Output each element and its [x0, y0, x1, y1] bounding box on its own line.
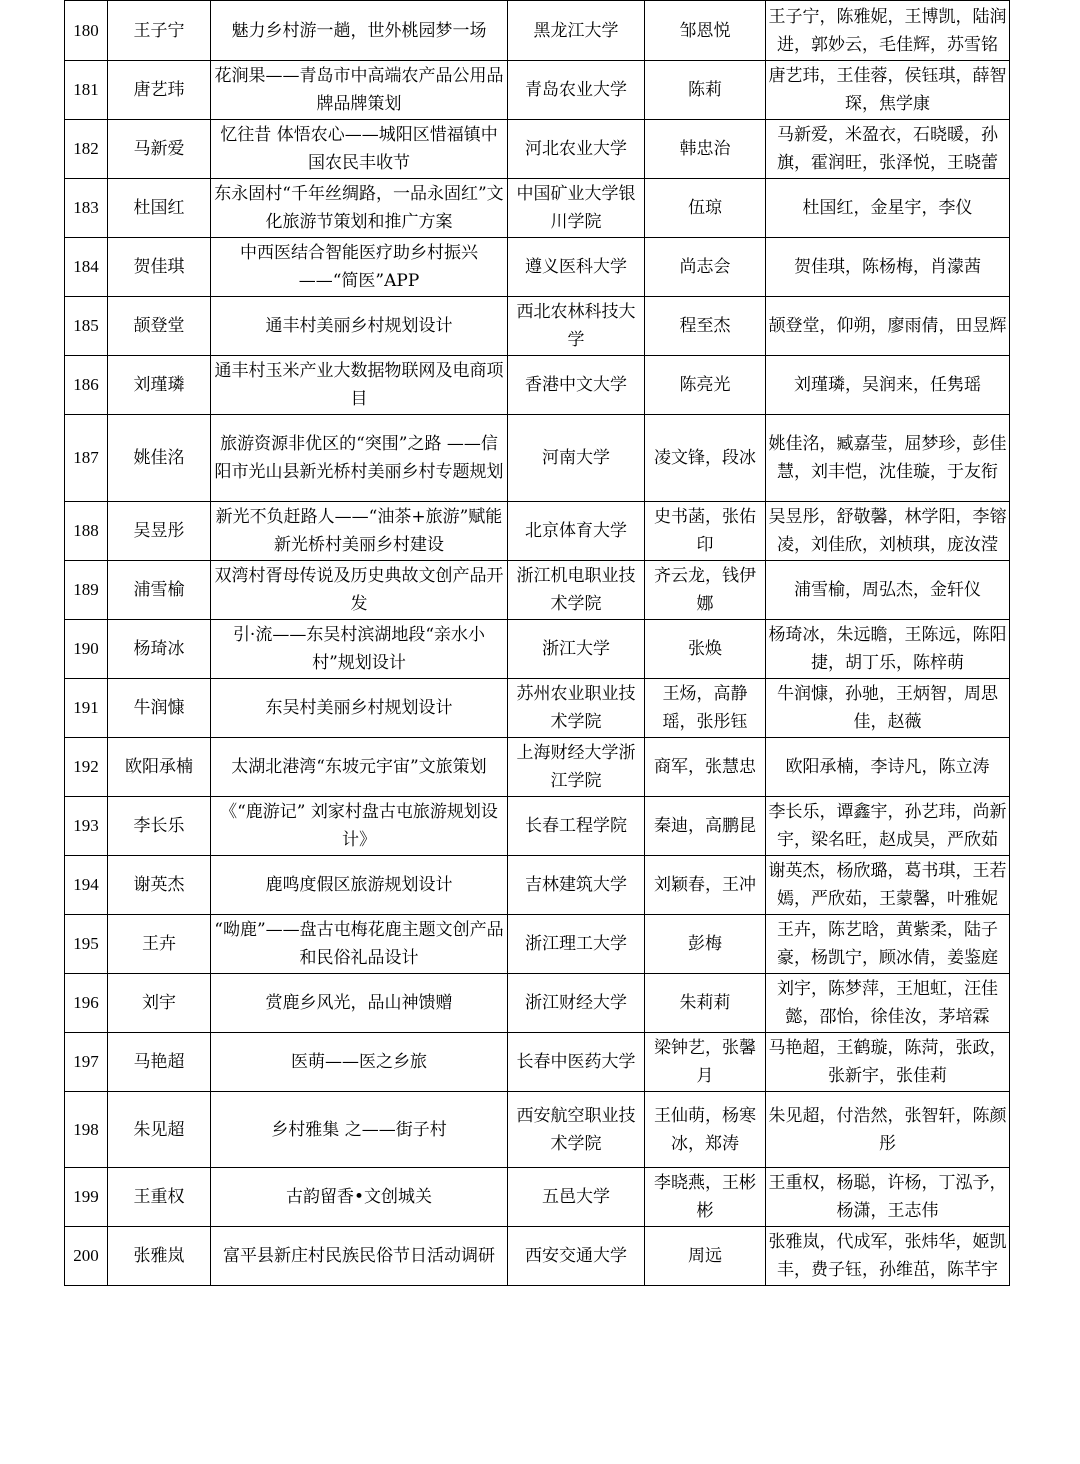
- school-name: 苏州农业职业技术学院: [508, 679, 645, 738]
- table-row: [65, 679, 1010, 738]
- team-leader: 牛润慷: [108, 679, 211, 738]
- project-title: 古韵留香•文创城关: [211, 1168, 508, 1227]
- project-title: 太湖北港湾“东坡元宇宙”文旅策划: [211, 738, 508, 797]
- row-number: 200: [65, 1227, 108, 1286]
- school-name: 西安交通大学: [508, 1227, 645, 1286]
- project-title: 旅游资源非优区的“突围”之路 ——信阳市光山县新光桥村美丽乡村专题规划: [211, 415, 508, 502]
- school-name: 河南大学: [508, 415, 645, 502]
- team-members: 贺佳琪，陈杨梅，肖濛茜: [766, 238, 1010, 297]
- team-leader: 唐艺玮: [108, 61, 211, 120]
- team-members: 朱见超，付浩然，张智轩，陈颜彤: [766, 1092, 1010, 1168]
- team-leader: 贺佳琪: [108, 238, 211, 297]
- advisor-names: 邹恩悦: [645, 1, 766, 61]
- table-row: [65, 974, 1010, 1033]
- advisor-names: 商军，张慧忠: [645, 738, 766, 797]
- table-row: [65, 1168, 1010, 1227]
- advisor-names: 史书菡，张佑印: [645, 502, 766, 561]
- school-name: 浙江机电职业技术学院: [508, 561, 645, 620]
- school-name: 黑龙江大学: [508, 1, 645, 61]
- team-members: 王卉，陈艺晗，黄紫柔，陆子豪，杨凯宁，顾冰倩，姜鉴庭: [766, 915, 1010, 974]
- team-members: 唐艺玮，王佳蓉，侯钰琪，薛智琛，焦学康: [766, 61, 1010, 120]
- advisor-names: 凌文锋，段冰: [645, 415, 766, 502]
- project-title: 富平县新庄村民族民俗节日活动调研: [211, 1227, 508, 1286]
- advisor-names: 伍琼: [645, 179, 766, 238]
- school-name: 青岛农业大学: [508, 61, 645, 120]
- advisor-names: 韩忠治: [645, 120, 766, 179]
- row-number: 181: [65, 61, 108, 120]
- school-name: 香港中文大学: [508, 356, 645, 415]
- table-row: [65, 561, 1010, 620]
- roster-body: [65, 1, 1010, 1286]
- team-members: 刘瑾璘，吴润来，任隽瑶: [766, 356, 1010, 415]
- team-members: 李长乐，谭鑫宇，孙艺玮，尚新宇，梁名旺，赵成昊，严欣茹: [766, 797, 1010, 856]
- team-leader: 王卉: [108, 915, 211, 974]
- team-members: 谢英杰，杨欣璐，葛书琪，王若嫣，严欣茹，王蒙馨，叶雅妮: [766, 856, 1010, 915]
- school-name: 吉林建筑大学: [508, 856, 645, 915]
- school-name: 北京体育大学: [508, 502, 645, 561]
- advisor-names: 齐云龙，钱伊娜: [645, 561, 766, 620]
- row-number: 195: [65, 915, 108, 974]
- project-title: 医萌——医之乡旅: [211, 1033, 508, 1092]
- school-name: 长春工程学院: [508, 797, 645, 856]
- team-leader: 谢英杰: [108, 856, 211, 915]
- project-title: 乡村雅集 之——街子村: [211, 1092, 508, 1168]
- team-leader: 刘瑾璘: [108, 356, 211, 415]
- row-number: 189: [65, 561, 108, 620]
- table-row: [65, 61, 1010, 120]
- row-number: 194: [65, 856, 108, 915]
- advisor-names: 陈莉: [645, 61, 766, 120]
- school-name: 河北农业大学: [508, 120, 645, 179]
- team-members: 吴昱彤，舒敬馨，林学阳，李镕凌，刘佳欣，刘桢琪，庞汝滢: [766, 502, 1010, 561]
- team-members: 浦雪榆，周弘杰，金轩仪: [766, 561, 1010, 620]
- row-number: 180: [65, 1, 108, 61]
- school-name: 中国矿业大学银川学院: [508, 179, 645, 238]
- team-members: 牛润慷，孙驰，王炳智，周思佳，赵薇: [766, 679, 1010, 738]
- row-number: 198: [65, 1092, 108, 1168]
- table-row: [65, 797, 1010, 856]
- project-title: 中西医结合智能医疗助乡村振兴——“简医”APP: [211, 238, 508, 297]
- team-leader: 李长乐: [108, 797, 211, 856]
- school-name: 五邑大学: [508, 1168, 645, 1227]
- school-name: 浙江大学: [508, 620, 645, 679]
- table-row: [65, 179, 1010, 238]
- team-members: 王重权，杨聪，许杨，丁泓予，杨潇，王志伟: [766, 1168, 1010, 1227]
- table-row: [65, 502, 1010, 561]
- advisor-names: 王仙萌，杨寒冰，郑涛: [645, 1092, 766, 1168]
- row-number: 193: [65, 797, 108, 856]
- row-number: 186: [65, 356, 108, 415]
- school-name: 上海财经大学浙江学院: [508, 738, 645, 797]
- advisor-names: 朱莉莉: [645, 974, 766, 1033]
- row-number: 183: [65, 179, 108, 238]
- team-leader: 马新爱: [108, 120, 211, 179]
- advisor-names: 梁钟艺，张馨月: [645, 1033, 766, 1092]
- team-members: 杨琦冰，朱远瞻，王陈远，陈阳捷，胡丁乐，陈梓萌: [766, 620, 1010, 679]
- team-leader: 刘宇: [108, 974, 211, 1033]
- table-row: [65, 297, 1010, 356]
- project-title: 通丰村美丽乡村规划设计: [211, 297, 508, 356]
- advisor-names: 程至杰: [645, 297, 766, 356]
- table-row: [65, 238, 1010, 297]
- team-members: 马艳超，王鹤璇，陈菏，张政，张新宇，张佳莉: [766, 1033, 1010, 1092]
- project-title: 引·流——东吴村滨湖地段“亲水小村”规划设计: [211, 620, 508, 679]
- team-members: 颉登堂，仰朔，廖雨倩，田昱辉: [766, 297, 1010, 356]
- team-leader: 王子宁: [108, 1, 211, 61]
- project-title: “呦鹿”——盘古屯梅花鹿主题文创产品和民俗礼品设计: [211, 915, 508, 974]
- advisor-names: 尚志会: [645, 238, 766, 297]
- team-leader: 马艳超: [108, 1033, 211, 1092]
- roster-table: [64, 0, 1010, 1286]
- project-title: 通丰村玉米产业大数据物联网及电商项目: [211, 356, 508, 415]
- table-row: [65, 738, 1010, 797]
- table-row: [65, 620, 1010, 679]
- table-row: [65, 1033, 1010, 1092]
- table-row: [65, 356, 1010, 415]
- row-number: 182: [65, 120, 108, 179]
- advisor-names: 秦迪，高鹏昆: [645, 797, 766, 856]
- team-leader: 杜国红: [108, 179, 211, 238]
- table-row: [65, 915, 1010, 974]
- row-number: 196: [65, 974, 108, 1033]
- team-leader: 杨琦冰: [108, 620, 211, 679]
- row-number: 190: [65, 620, 108, 679]
- project-title: 双湾村胥母传说及历史典故文创产品开发: [211, 561, 508, 620]
- row-number: 188: [65, 502, 108, 561]
- row-number: 199: [65, 1168, 108, 1227]
- team-leader: 朱见超: [108, 1092, 211, 1168]
- row-number: 187: [65, 415, 108, 502]
- advisor-names: 王炀，高静瑶，张彤钰: [645, 679, 766, 738]
- project-title: 《“鹿游记” 刘家村盘古屯旅游规划设计》: [211, 797, 508, 856]
- row-number: 192: [65, 738, 108, 797]
- table-row: [65, 856, 1010, 915]
- row-number: 185: [65, 297, 108, 356]
- project-title: 东吴村美丽乡村规划设计: [211, 679, 508, 738]
- team-leader: 浦雪榆: [108, 561, 211, 620]
- table-row: [65, 1092, 1010, 1168]
- team-leader: 欧阳承楠: [108, 738, 211, 797]
- table-row: [65, 120, 1010, 179]
- project-title: 赏鹿乡风光，品山神馈赠: [211, 974, 508, 1033]
- team-leader: 吴昱彤: [108, 502, 211, 561]
- advisor-names: 周远: [645, 1227, 766, 1286]
- team-members: 刘宇，陈梦萍，王旭虹，汪佳懿，邵怡，徐佳汝，茅培霖: [766, 974, 1010, 1033]
- team-members: 马新爱，米盈衣，石晓暖，孙旗，霍润旺，张泽悦，王晓蕾: [766, 120, 1010, 179]
- team-members: 杜国红，金星宇，李仪: [766, 179, 1010, 238]
- table-row: [65, 415, 1010, 502]
- table-row: [65, 1227, 1010, 1286]
- team-members: 姚佳洺，臧嘉莹，屈梦珍，彭佳慧，刘丰恺，沈佳璇，于友衔: [766, 415, 1010, 502]
- school-name: 长春中医药大学: [508, 1033, 645, 1092]
- advisor-names: 张焕: [645, 620, 766, 679]
- team-leader: 颉登堂: [108, 297, 211, 356]
- team-members: 王子宁，陈雅妮，王博凯，陆润进，郭妙云，毛佳辉，苏雪铭: [766, 1, 1010, 61]
- row-number: 197: [65, 1033, 108, 1092]
- team-members: 张雅岚，代成军，张炜华，姬凯丰，费子钰，孙维茁，陈芊宇: [766, 1227, 1010, 1286]
- team-leader: 姚佳洺: [108, 415, 211, 502]
- advisor-names: 彭梅: [645, 915, 766, 974]
- advisor-names: 李晓燕，王彬彬: [645, 1168, 766, 1227]
- advisor-names: 刘颖春，王冲: [645, 856, 766, 915]
- project-title: 新光不负赶路人——“油茶+旅游”赋能新光桥村美丽乡村建设: [211, 502, 508, 561]
- table-row: [65, 1, 1010, 61]
- row-number: 191: [65, 679, 108, 738]
- team-leader: 王重权: [108, 1168, 211, 1227]
- project-title: 鹿鸣度假区旅游规划设计: [211, 856, 508, 915]
- team-leader: 张雅岚: [108, 1227, 211, 1286]
- project-title: 忆往昔 体悟农心——城阳区惜福镇中国农民丰收节: [211, 120, 508, 179]
- school-name: 西安航空职业技术学院: [508, 1092, 645, 1168]
- project-title: 东永固村“千年丝绸路，一品永固红”文化旅游节策划和推广方案: [211, 179, 508, 238]
- school-name: 西北农林科技大学: [508, 297, 645, 356]
- project-title: 魅力乡村游一趟，世外桃园梦一场: [211, 1, 508, 61]
- school-name: 浙江财经大学: [508, 974, 645, 1033]
- school-name: 遵义医科大学: [508, 238, 645, 297]
- project-title: 花涧果——青岛市中高端农产品公用品牌品牌策划: [211, 61, 508, 120]
- row-number: 184: [65, 238, 108, 297]
- advisor-names: 陈亮光: [645, 356, 766, 415]
- team-members: 欧阳承楠，李诗凡，陈立涛: [766, 738, 1010, 797]
- school-name: 浙江理工大学: [508, 915, 645, 974]
